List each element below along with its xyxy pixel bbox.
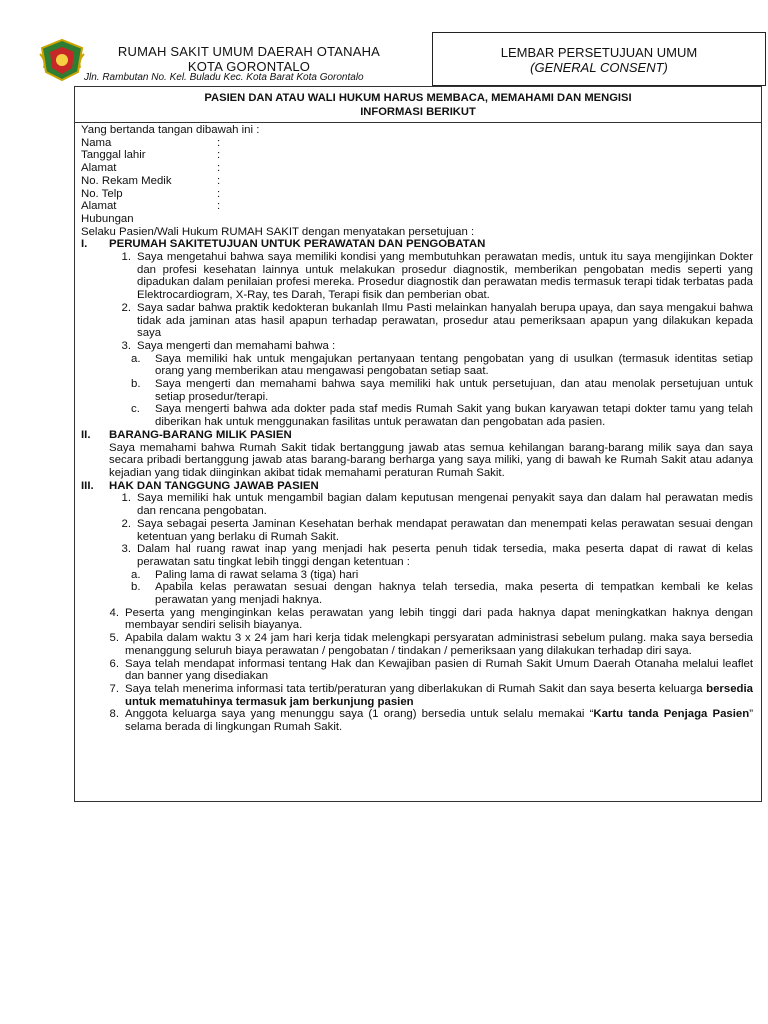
sub-list-item: a. Paling lama di rawat selama 3 (tiga) hari [131, 568, 359, 581]
list-item: 2. Saya sadar bahwa praktik kedokteran bukanlah Ilmu Pasti melainkan hanyalah berupa upaya, dan saya mengakui bahwa tidak ada jaminan atas hasil apapun terhadap perawatan, prosedur atau pemeriksaan apapun yang dilakukan kepada saya [121, 301, 753, 340]
section-1-heading: I. PERUMAH SAKITETUJUAN UNTUK PERAWATAN DAN PENGOBATAN [81, 238, 486, 251]
section-2-heading: II. BARANG-BARANG MILIK PASIEN [81, 428, 292, 441]
form-title: LEMBAR PERSETUJUAN UMUM [500, 45, 698, 60]
list-item: 5. Apabila dalam waktu 3 x 24 jam hari kerja tidak melengkapi persyaratan administrasi sebelum pulang. maka saya bersedia menanggung seluruh biaya perawatan / pengobatan / tindakan / pemeriksaan yang dilakukan terhadap diri saya. [109, 632, 753, 657]
list-item: 8. Anggota keluarga saya yang menunggu saya (1 orang) bersedia untuk selalu memakai “Kartu tanda Penjaga Pasien” selama berada di lingkungan Rumah Sakit. [109, 708, 754, 734]
list-item: 7. Saya telah menerima informasi tata tertib/peraturan yang diberlakukan di Rumah Sakit dan saya beserta keluarga bersedia untuk mematuhinya termasuk jam berkunjung pasien [109, 682, 753, 708]
consent-statement: Selaku Pasien/Wali Hukum RUMAH SAKIT dengan menyatakan persetujuan : [81, 225, 475, 238]
list-item: 3. Saya mengerti dan memahami bahwa : [121, 339, 336, 352]
field-row: Nama : [81, 136, 221, 149]
list-item: 1. Saya memiliki hak untuk mengambil bagian dalam keputusan mengenai penyakit saya dan dalam hal perawatan medis dan rencana pengobatan. [121, 492, 753, 518]
list-item: 2. Saya sebagai peserta Jaminan Kesehatan berhak mendapat perawatan dan menempati kelas perawatan sesuai dengan ketentuan yang berlaku di Rumah Sakit. [121, 517, 753, 543]
instruction-banner: PASIEN DAN ATAU WALI HUKUM HARUS MEMBACA, MEMAHAMI DAN MENGISI INFORMASI BERIKUT [75, 87, 761, 123]
section-2-text: Saya memahami bahwa Rumah Sakit tidak bertanggung jawab atas semua kehilangan barang-barang milik saya dan saya secara pribadi bertanggung jawab atas barang-barang berharga yang saya miliki, yang di bawah ke Rumah Sakit atau adanya kejadian yang tidak diinginkan akibat tidak memahami peraturan Rumah Sakit. [109, 441, 753, 479]
institution-name: RUMAH SAKIT UMUM DAERAH OTANAHA KOTA GORONTALO [117, 44, 381, 74]
list-item: 3. Dalam hal ruang rawat inap yang menjadi hak peserta penuh tidak tersedia, maka peserta dapat di rawat di kelas perawatan satu tingkat lebih tinggi dengan ketentuan : [121, 543, 753, 568]
sub-list-item: a. Saya memiliki hak untuk mengajukan pertanyaan tentang pengobatan yang di usulkan (termasuk identitas setiap orang yang memberikan atau mengawasi pengobatan setiap saat. [131, 352, 753, 378]
list-item: 6. Saya telah mendapat informasi tentang Hak dan Kewajiban pasien di Rumah Sakit Umum Daerah Otanaha melalui leaflet dan banner yang disediakan [109, 657, 753, 683]
sub-list-item: c. Saya mengerti bahwa ada dokter pada staf medis Rumah Sakit yang bukan karyawan tetapi dokter tamu yang telah diberikan hak untuk menggunakan fasilitas untuk perawatan dan pengobatan ada pasien. [131, 403, 753, 429]
form-subtitle: (GENERAL CONSENT) [530, 60, 668, 75]
field-row: Alamat : [81, 200, 221, 213]
list-item: 1. Saya mengetahui bahwa saya memiliki kondisi yang membutuhkan perawatan medis, untuk itu saya mengijinkan Dokter dan profesi kesehatan lainnya untuk melakukan prosedur diagnostik, memberikan pengobatan medis seperti yang dipadukan dalam penilaian profesi mereka. Prosedur diagnostik dan perawatan medis termasuk terapi tidak terbatas pada Elektrocardiogram, X-Ray, tes Darah, Terapi fisik dan pemberian obat. [121, 251, 753, 302]
field-row: Hubungan [81, 212, 134, 225]
section-3-heading: III. HAK DAN TANGGUNG JAWAB PASIEN [81, 479, 319, 492]
field-row: Tanggal lahir : [81, 149, 221, 162]
form-title-box [432, 32, 766, 86]
consent-form [74, 86, 762, 802]
field-row: Alamat : [81, 162, 221, 175]
hospital-emblem-icon [38, 38, 86, 82]
sub-list-item: b. Saya mengerti dan memahami bahwa saya memiliki hak untuk persetujuan, dan atau menolak persetujuan untuk setiap prosedur/terapi. [131, 378, 753, 403]
intro-text: Yang bertanda tangan dibawah ini : [81, 124, 260, 136]
document-header [34, 30, 764, 86]
institution-address: Jln. Rambutan No. Kel. Buladu Kec. Kota Barat Kota Gorontalo [84, 72, 364, 83]
list-item: 4. Peserta yang menginginkan kelas perawatan yang lebih tinggi dari pada haknya dapat meningkatkan haknya dengan membayar sendiri selisih biayanya. [109, 606, 753, 632]
field-row: No. Telp : [81, 187, 221, 200]
field-row: No. Rekam Medik : [81, 174, 221, 187]
sub-list-item: b. Apabila kelas perawatan sesuai dengan haknya telah tersedia, maka peserta di tempatkan kembali ke kelas perawatan yang menjadi haknya. [131, 581, 753, 607]
form-body [75, 123, 761, 734]
